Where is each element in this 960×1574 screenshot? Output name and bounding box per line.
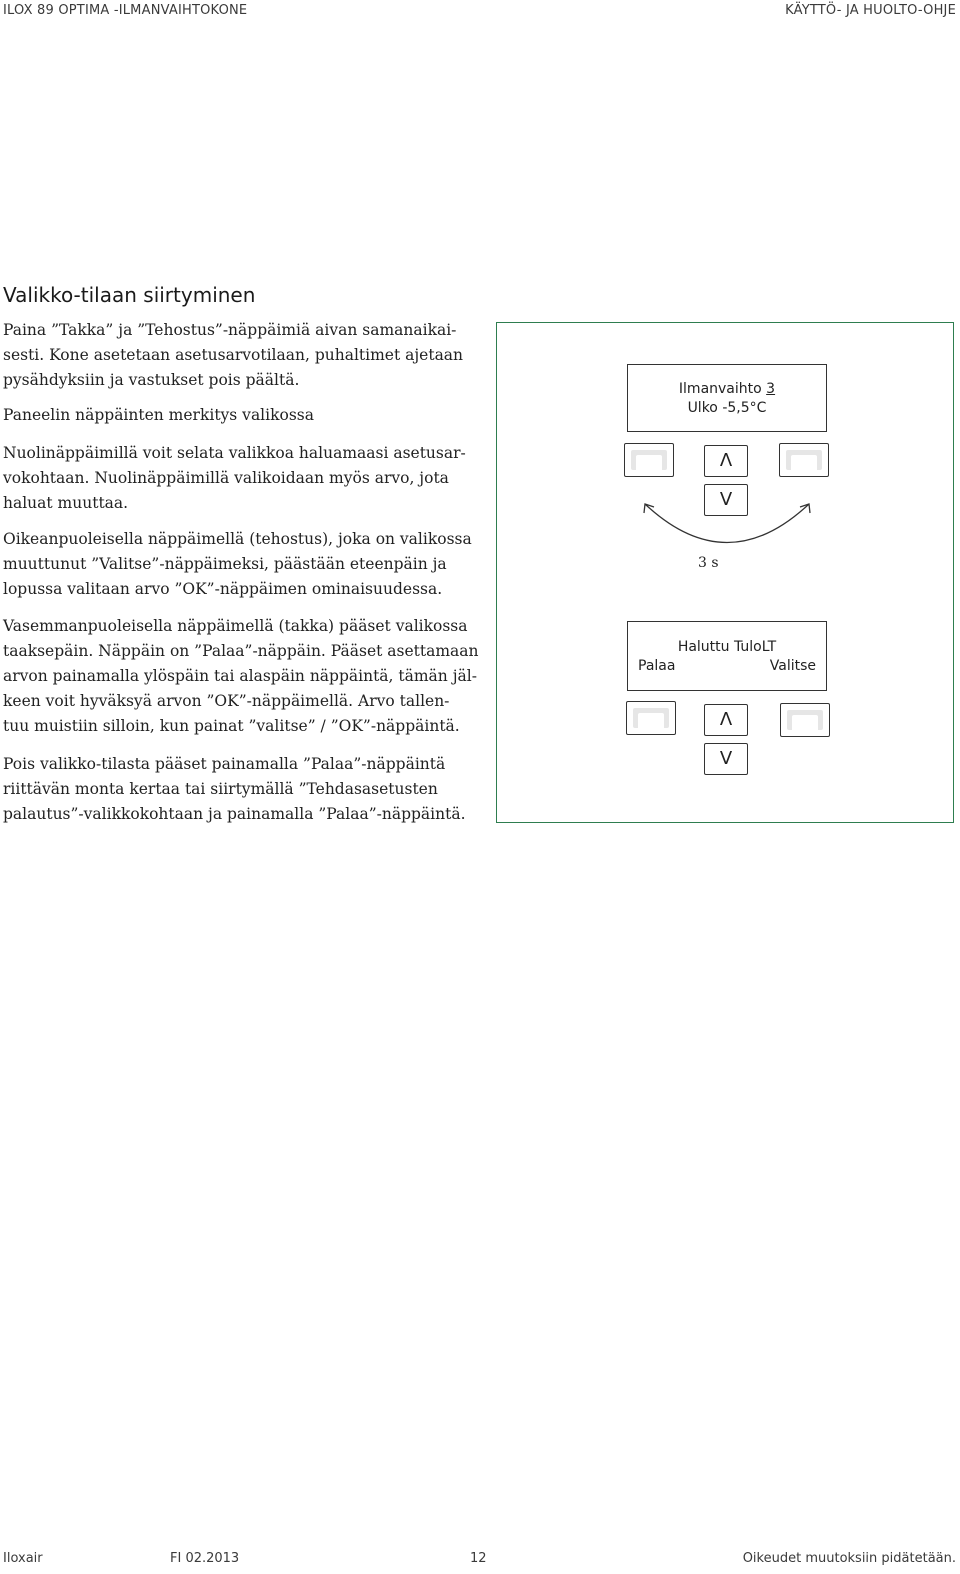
footer-brand: Iloxair — [3, 1551, 43, 1566]
hold-duration-label: 3 s — [698, 555, 719, 571]
panel-display-menu — [627, 621, 827, 691]
up-arrow-button-menu[interactable]: Λ — [704, 704, 748, 736]
paragraph-intro — [3, 318, 473, 393]
text-line: Oikeanpuoleisella näppäimellä (tehostus), joka on valikossa — [3, 530, 472, 548]
control-panel-figure — [496, 322, 954, 823]
down-arrow-button[interactable]: V — [704, 484, 748, 516]
display-menu-item: Haluttu TuloLT — [677, 639, 777, 655]
text-line: keen voit hyväksyä arvon ”OK”-näppäimellä. Arvo tallen- — [3, 692, 450, 710]
display-ventilation-label: Ilmanvaihto — [678, 381, 767, 397]
button-face-icon — [633, 708, 669, 728]
header-doc-type: KÄYTTÖ- JA HUOLTO-OHJE — [785, 3, 956, 18]
text-line: Vasemmanpuoleisella näppäimellä (takka) pääset valikossa — [3, 617, 468, 635]
text-line: riittävän monta kertaa tai siirtymällä ”Tehdasasetusten — [3, 780, 438, 798]
text-line: lopussa valitaan arvo ”OK”-näppäimen ominaisuudessa. — [3, 580, 443, 598]
text-line: taaksepäin. Näppäin on ”Palaa”-näppäin. Pääset asettamaan — [3, 642, 479, 660]
footer-rights: Oikeudet muutoksiin pidätetään. — [742, 1551, 956, 1566]
text-line: sesti. Kone asetetaan asetusarvotilaan, puhaltimet ajetaan — [3, 346, 464, 364]
paragraph-arrows — [3, 441, 473, 516]
display-outdoor-temp: Ulko -5,5°C — [687, 400, 767, 416]
display-ventilation-value: 3 — [766, 381, 776, 397]
paragraph-exit-menu — [3, 752, 473, 827]
text-line: arvon painamalla ylöspäin tai alaspäin näppäintä, tämän jäl- — [3, 667, 477, 685]
button-face-icon — [787, 710, 823, 730]
subheading: Paneelin näppäinten merkitys valikossa — [3, 406, 314, 424]
display-select-label: Valitse — [769, 658, 816, 674]
text-line: Nuolinäppäimillä voit selata valikkoa haluamaasi asetusar- — [3, 444, 466, 462]
valitse-button[interactable] — [780, 703, 830, 737]
footer-version: FI 02.2013 — [170, 1551, 240, 1566]
display-back-label: Palaa — [638, 658, 676, 674]
palaa-button[interactable] — [626, 701, 676, 735]
page-number: 12 — [470, 1551, 487, 1566]
section-title: Valikko-tilaan siirtyminen — [3, 283, 256, 307]
text-line: vokohtaan. Nuolinäppäimillä valikoidaan myös arvo, jota — [3, 469, 449, 487]
text-line: pysähdyksiin ja vastukset pois päältä. — [3, 371, 300, 389]
text-line: muuttunut ”Valitse”-näppäimeksi, päästään eteenpäin ja — [3, 555, 447, 573]
down-arrow-button-menu[interactable]: V — [704, 743, 748, 775]
header-doc-title: ILOX 89 OPTIMA -ILMANVAIHTOKONE — [3, 3, 248, 18]
text-line: palautus”-valikkokohtaan ja painamalla ”Palaa”-näppäintä. — [3, 805, 466, 823]
paragraph-left-button — [3, 614, 479, 739]
text-line: Paina ”Takka” ja ”Tehostus”-näppäimiä aivan samanaikai- — [3, 321, 457, 339]
up-arrow-button[interactable]: Λ — [704, 445, 748, 477]
text-line: Pois valikko-tilasta pääset painamalla ”Palaa”-näppäintä — [3, 755, 446, 773]
text-line: tuu muistiin silloin, kun painat ”valitse” / ”OK”-näppäintä. — [3, 717, 460, 735]
text-line: haluat muuttaa. — [3, 494, 129, 512]
paragraph-right-button — [3, 527, 473, 602]
